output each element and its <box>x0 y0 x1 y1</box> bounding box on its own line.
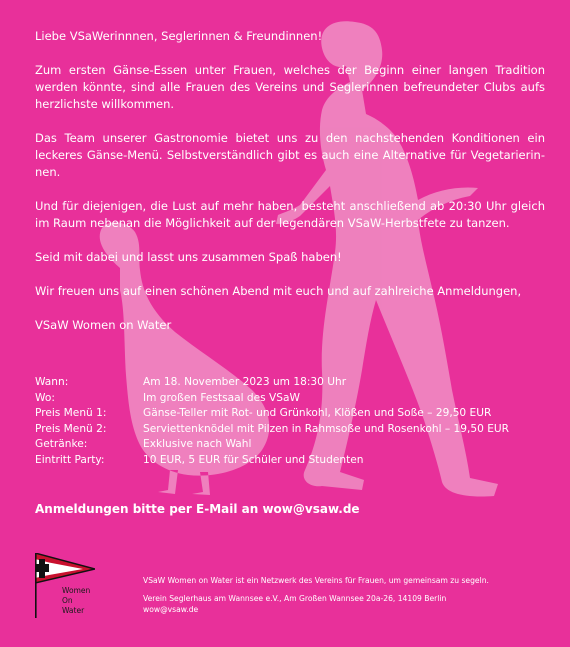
detail-label: Preis Menü 1: <box>35 407 107 419</box>
detail-label: Getränke: <box>35 438 88 450</box>
detail-label: Preis Menü 2: <box>35 422 107 435</box>
paragraph-intro: Zum ersten Gänse-Essen unter Frauen, welches der Beginn einer langen Tradition werden könnte, sind alle Frauen des Vereins und Seglerinnen befreundeter Clubs aufs herzlichste willkommen. <box>35 63 545 111</box>
logo-line-on: On <box>62 596 73 605</box>
logo-wordmark <box>62 586 90 616</box>
detail-value: Gänse-Teller mit Rot- und Grünkohl, Klößen und Soße – 29,50 EUR <box>143 407 492 419</box>
detail-row-drinks <box>35 437 509 453</box>
detail-value: 10 EUR, 5 EUR für Schüler und Studenten <box>143 453 364 466</box>
footer-tagline: VSaW Women on Water ist ein Netzwerk des Vereins für Frauen, um gemeinsam zu segeln. <box>143 576 489 585</box>
detail-row-wann <box>35 375 509 391</box>
detail-label: Wo: <box>35 391 55 404</box>
detail-row-menu2 <box>35 422 509 438</box>
detail-value: Serviettenknödel mit Pilzen in Rahmsoße und Rosenkohl – 19,50 EUR <box>143 422 510 435</box>
detail-value: Am 18. November 2023 um 18:30 Uhr <box>143 376 347 388</box>
signature: VSaW Women on Water <box>35 318 172 332</box>
logo-line-women: Women <box>62 586 91 595</box>
event-details <box>35 375 509 468</box>
footer <box>143 575 489 615</box>
logo-line-water: Water <box>62 606 85 615</box>
footer-email[interactable]: wow@vsaw.de <box>143 605 199 614</box>
detail-row-wo <box>35 391 509 407</box>
greeting: Liebe VSaWerinnnen, Seglerinnen & Freundinnen! <box>35 29 323 43</box>
paragraph-party: Und für diejenigen, die Lust auf mehr haben, besteht anschließend ab 20:30 Uhr gleich im Raum nebenan die Möglichkeit auf der legendären VSaW-Herbstfete zu tanzen. <box>35 199 545 230</box>
detail-label: Eintritt Party: <box>35 453 105 466</box>
signup-call: Anmeldungen bitte per E-Mail an wow@vsaw.de <box>35 502 360 516</box>
detail-row-party <box>35 453 509 469</box>
letter-body <box>35 28 545 351</box>
footer-address: Verein Seglerhaus am Wannsee e.V., Am Großen Wannsee 20a-26, 14109 Berlin <box>143 594 447 603</box>
paragraph-menu: Das Team unserer Gastronomie bietet uns zu den nachstehenden Konditionen ein leckeres Gänse-Menü. Selbstverständlich gibt es auch eine Alternative für Vegetarierin-nen. <box>35 131 545 179</box>
paragraph-closing: Wir freuen uns auf einen schönen Abend mit euch und auf zahlreiche Anmeldungen, <box>35 284 522 298</box>
detail-value: Im großen Festsaal des VSaW <box>143 391 300 404</box>
detail-value: Exklusive nach Wahl <box>143 438 252 450</box>
detail-row-menu1 <box>35 406 509 422</box>
paragraph-fun: Seid mit dabei und lasst uns zusammen Spaß haben! <box>35 250 342 264</box>
detail-label: Wann: <box>35 376 69 388</box>
